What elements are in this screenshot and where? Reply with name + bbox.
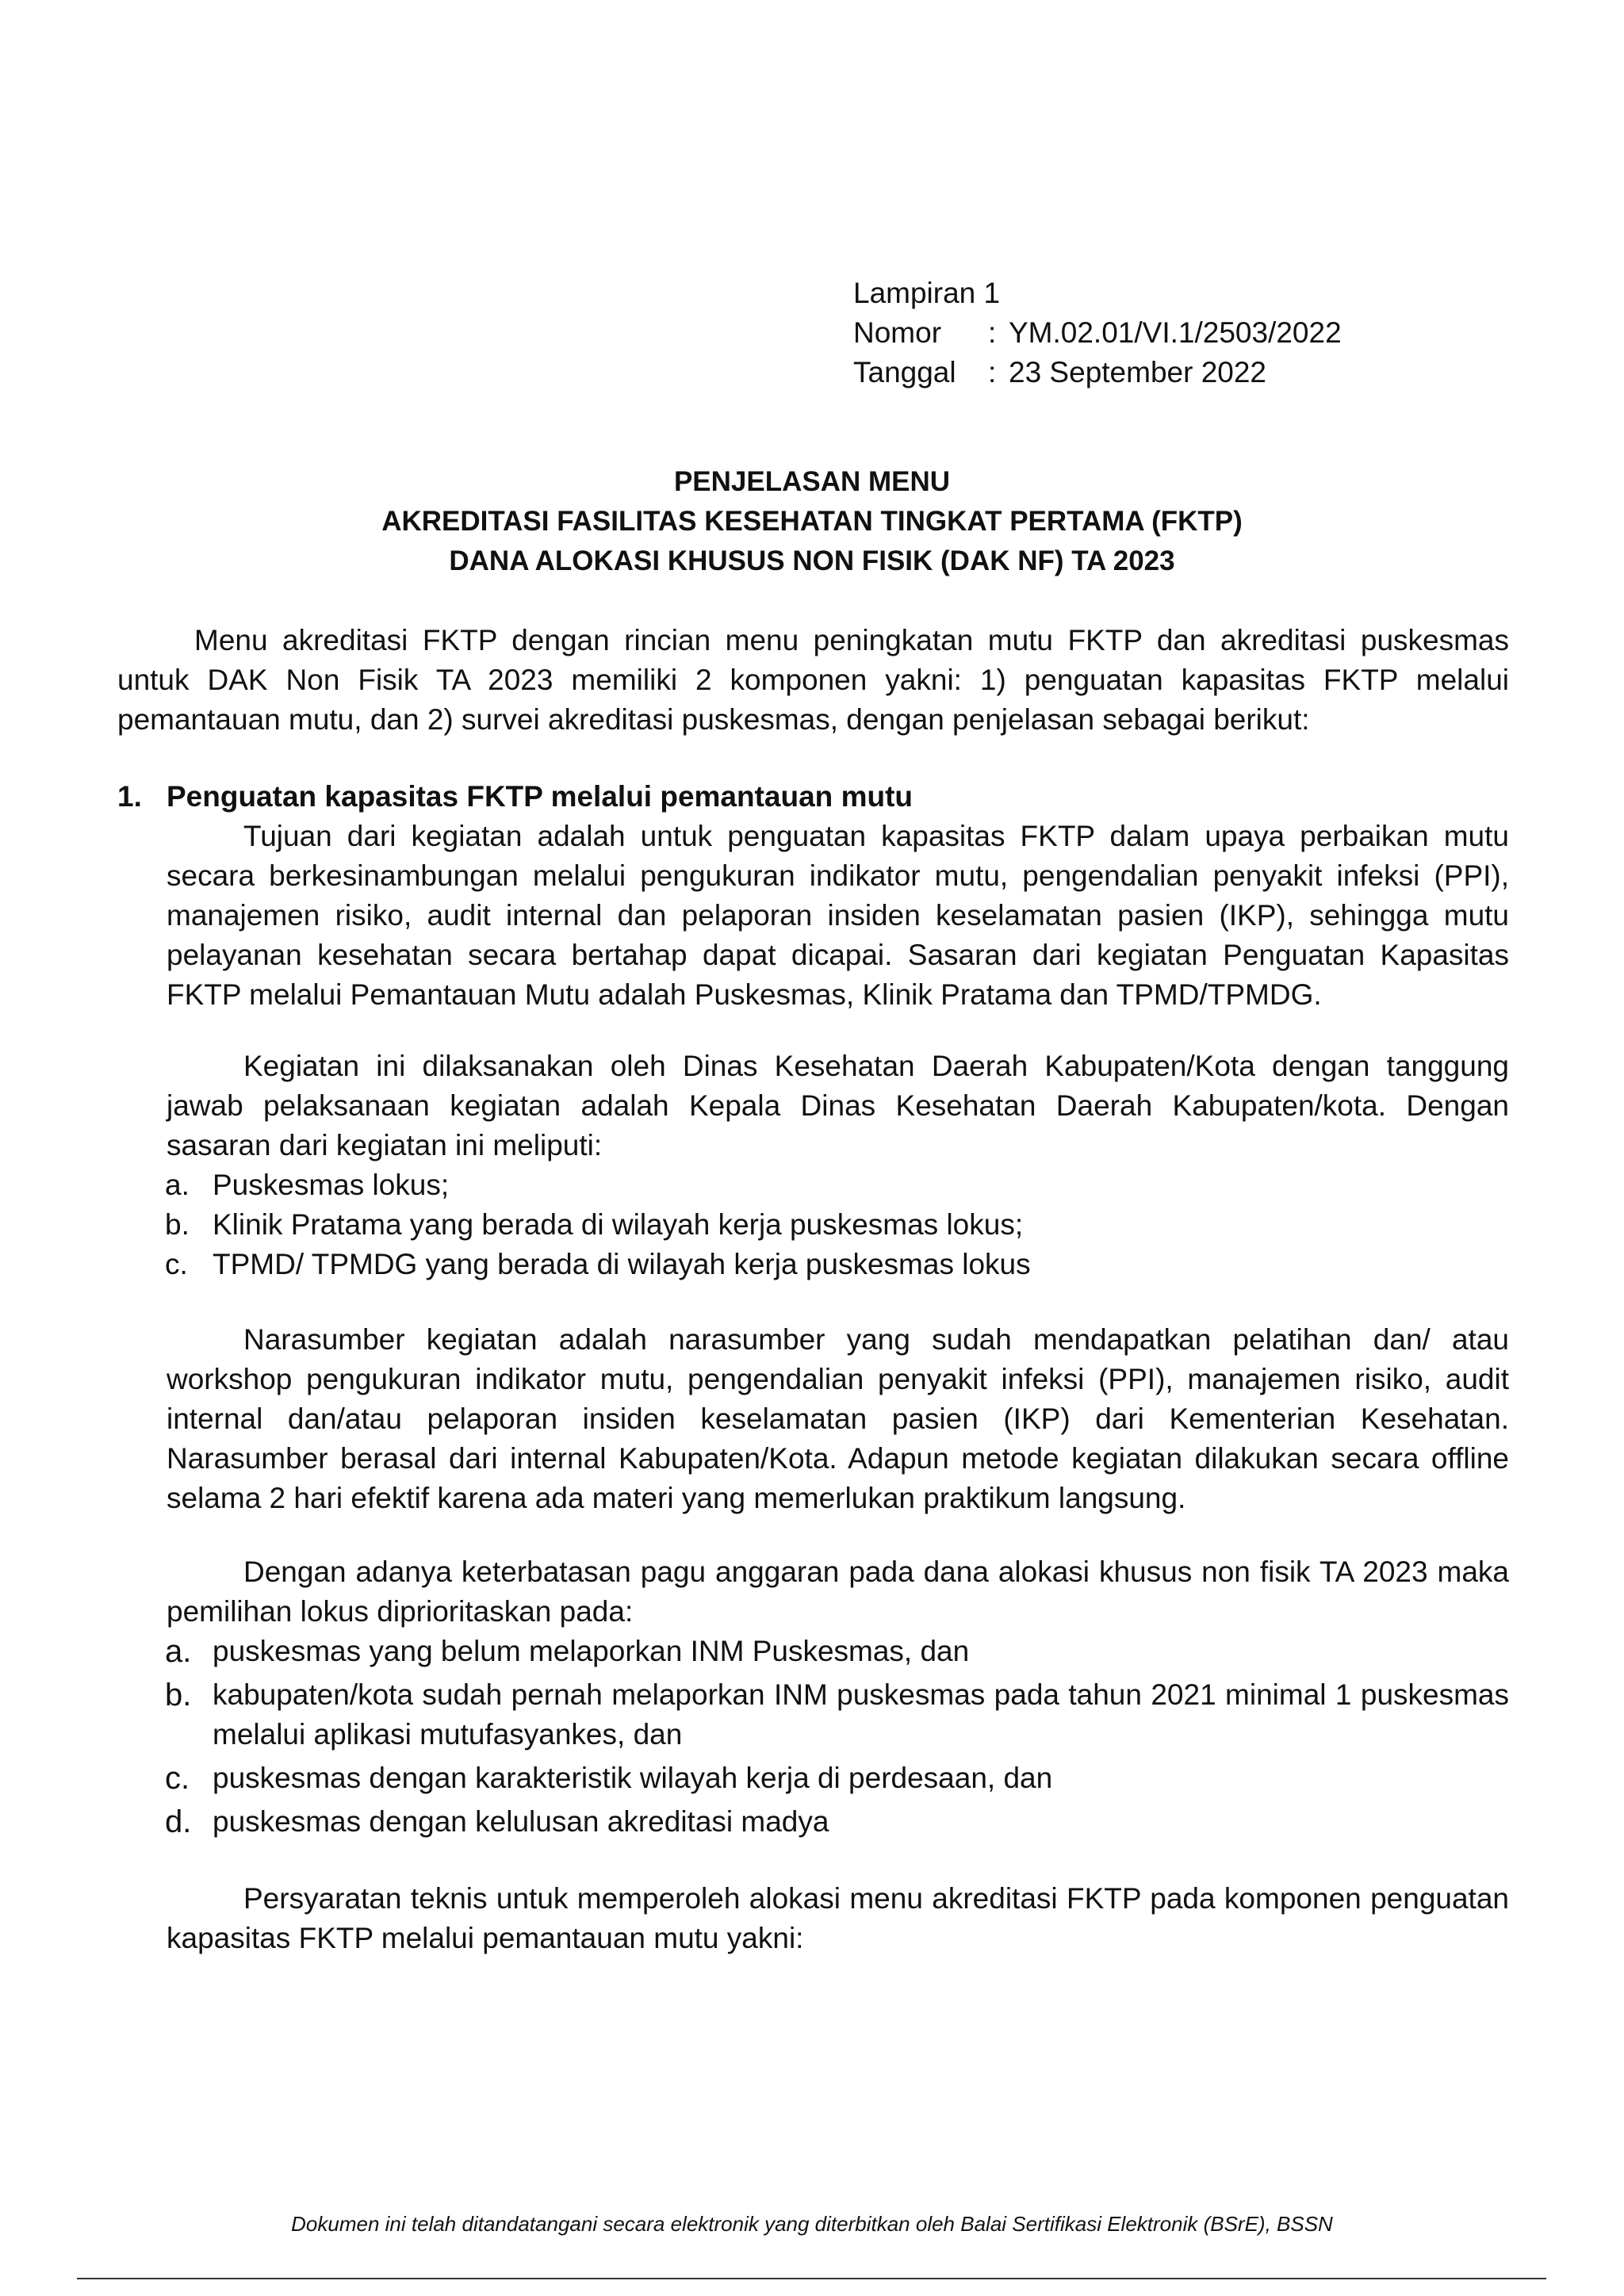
list-text: puskesmas yang belum melaporkan INM Puskesmas, dan [213, 1635, 970, 1667]
attachment-value: 23 September 2022 [1009, 356, 1267, 388]
attachment-key: Tanggal [853, 356, 956, 388]
section-number: 1. [117, 780, 142, 813]
list-text: Puskesmas lokus; [213, 1169, 450, 1201]
list-item [165, 1758, 1509, 1798]
list-item [165, 1165, 1509, 1205]
section-1-paragraph-4: Dengan adanya keterbatasan pagu anggaran pada dana alokasi khusus non fisik TA 2023 maka pemilihan lokus diprioritaskan pada: [167, 1556, 1509, 1628]
e-signature-footer-note: Dokumen ini telah ditandatangani secara elektronik yang diterbitkan oleh Balai Sertifikasi Elektronik (BSrE), BSSN [291, 2212, 1333, 2236]
list-letter: c. [165, 1761, 190, 1796]
list-letter: b. [165, 1678, 192, 1712]
attachment-label: Lampiran 1 [853, 277, 1001, 309]
section-title: Penguatan kapasitas FKTP melalui pemantauan mutu [167, 780, 913, 813]
list-item [165, 1245, 1509, 1284]
list-item [165, 1802, 1509, 1842]
section-1-paragraph-2: Kegiatan ini dilaksanakan oleh Dinas Kesehatan Daerah Kabupaten/Kota dengan tanggung jawab pelaksanaan kegiatan adalah Kepala Dinas Kesehatan Daerah Kabupaten/kota. Dengan sasaran dari kegiatan ini meliputi: [167, 1050, 1509, 1161]
list-item [165, 1632, 1509, 1671]
priority-list [165, 1632, 1509, 1846]
list-text: puskesmas dengan kelulusan akreditasi madya [213, 1805, 829, 1838]
list-letter: c. [165, 1248, 188, 1280]
title-line-1: PENJELASAN MENU [673, 466, 951, 497]
footer-divider [77, 2278, 1546, 2279]
attachment-value: YM.02.01/VI.1/2503/2022 [1009, 316, 1342, 349]
attachment-row-number [853, 313, 1342, 353]
intro-paragraph: Menu akreditasi FKTP dengan rincian menu peningkatan mutu FKTP dan akreditasi puskesmas untuk DAK Non Fisik TA 2023 memiliki 2 komponen yakni: 1) penguatan kapasitas FKTP melalui pemantauan mutu, dan 2) survei akreditasi puskesmas, dengan penjelasan sebagai berikut: [117, 624, 1509, 736]
attachment-info [853, 274, 1342, 392]
list-text: Klinik Pratama yang berada di wilayah kerja puskesmas lokus; [213, 1208, 1024, 1241]
title-line-2: AKREDITASI FASILITAS KESEHATAN TINGKAT PERTAMA (FKTP) [381, 506, 1243, 537]
section-1-paragraph-1: Tujuan dari kegiatan adalah untuk penguatan kapasitas FKTP dalam upaya perbaikan mutu secara berkesinambungan melalui pengukuran indikator mutu, pengendalian penyakit infeksi (PPI), manajemen risiko, audit internal dan pelaporan insiden keselamatan pasien (IKP), sehingga mutu pelayanan kesehatan secara bertahap dapat dicapai. Sasaran dari kegiatan Penguatan Kapasitas FKTP melalui Pemantauan Mutu adalah Puskesmas, Klinik Pratama dan TPMD/TPMDG. [167, 820, 1509, 1011]
list-letter: b. [165, 1208, 190, 1241]
list-text: TPMD/ TPMDG yang berada di wilayah kerja puskesmas lokus [213, 1248, 1031, 1280]
target-list [165, 1165, 1509, 1284]
list-text: puskesmas dengan karakteristik wilayah kerja di perdesaan, dan [213, 1762, 1053, 1794]
list-letter: d. [165, 1804, 192, 1839]
list-item [165, 1205, 1509, 1245]
attachment-key: Nomor [853, 316, 942, 349]
section-1-paragraph-3: Narasumber kegiatan adalah narasumber yang sudah mendapatkan pelatihan dan/ atau workshop pengukuran indikator mutu, pengendalian penyakit infeksi (PPI), manajemen risiko, audit internal dan/atau pelaporan insiden keselamatan pasien (IKP) dari Kementerian Kesehatan. Narasumber berasal dari internal Kabupaten/Kota. Adapun metode kegiatan dilakukan secara offline selama 2 hari efektif karena ada materi yang memerlukan praktikum langsung. [167, 1323, 1509, 1514]
attachment-separator: : [988, 316, 997, 349]
section-1-heading [117, 777, 913, 817]
list-text: kabupaten/kota sudah pernah melaporkan INM puskesmas pada tahun 2021 minimal 1 puskesmas melalui aplikasi mutufasyankes, dan [213, 1678, 1509, 1751]
attachment-row-date [853, 353, 1342, 392]
list-letter: a. [165, 1169, 190, 1201]
section-1-paragraph-5: Persyaratan teknis untuk memperoleh alokasi menu akreditasi FKTP pada komponen penguatan kapasitas FKTP melalui pemantauan mutu yakni: [167, 1882, 1509, 1954]
document-title [0, 462, 1624, 581]
attachment-separator: : [988, 356, 997, 388]
title-line-3: DANA ALOKASI KHUSUS NON FISIK (DAK NF) TA 2023 [449, 545, 1175, 576]
list-item [165, 1675, 1509, 1755]
list-letter: a. [165, 1634, 192, 1669]
